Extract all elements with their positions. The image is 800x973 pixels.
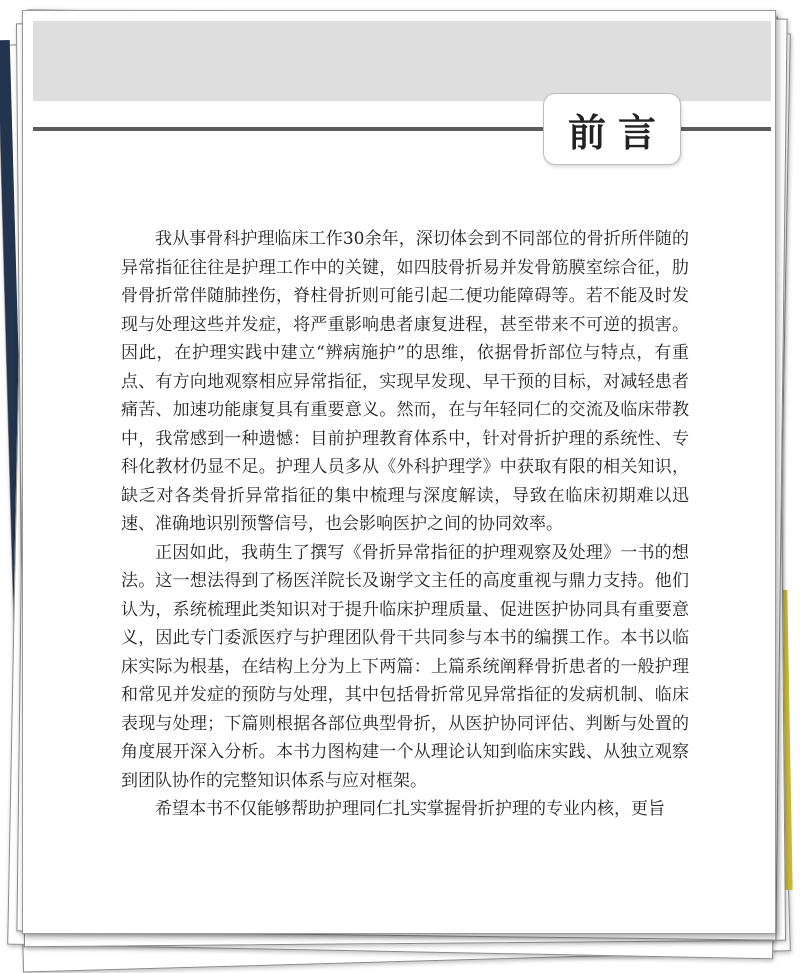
header-band xyxy=(33,21,771,101)
paragraph: 我从事骨科护理临床工作30余年，深切体会到不同部位的骨折所伴随的异常指征往往是护理工作中的关键，如四肢骨折易并发骨筋膜室综合征，肋骨骨折常伴随肺挫伤，脊柱骨折则可能引起二便功能障碍等。若不能及时发现与处理这些并发症，将严重影响患者康复进程，甚至带来不可逆的损害。因此，在护理实践中建立“辨病施护”的思维，依据骨折部位与特点，有重点、有方向地观察相应异常指征，实现早发现、早干预的目标，对减轻患者痛苦、加速功能康复具有重要意义。然而，在与年轻同仁的交流及临床带教中，我常感到一种遗憾：目前护理教育体系中，针对骨折护理的系统性、专科化教材仍显不足。护理人员多从《外科护理学》中获取有限的相关知识，缺乏对各类骨折异常指征的集中梳理与深度解读，导致在临床初期难以迅速、准确地识别预警信号，也会影响医护之间的协同效率。 xyxy=(121,229,689,534)
page-title: 前言 xyxy=(567,110,668,155)
title-tab xyxy=(543,93,681,165)
body-text xyxy=(121,225,689,824)
paragraph: 希望本书不仅能够帮助护理同仁扎实掌握骨折护理的专业内核，更旨 xyxy=(155,799,665,819)
paragraph: 正因如此，我萌生了撰写《骨折异常指征的护理观察及处理》一书的想法。这一想法得到了杨医洋院长及谢学文主任的高度重视与鼎力支持。他们认为，系统梳理此类知识对于提升临床护理质量、促进医护协同具有重要意义，因此专门委派医疗与护理团队骨干共同参与本书的编撰工作。本书以临床实际为根基，在结构上分为上下两篇：上篇系统阐释骨折患者的一般护理和常见并发症的预防与处理，其中包括骨折常见异常指征的发病机制、临床表现与处理；下篇则根据各部位典型骨折，从医护协同评估、判断与处置的角度展开深入分析。本书力图构建一个从理论认知到临床实践、从独立观察到团队协作的完整知识体系与应对框架。 xyxy=(121,542,689,791)
document-page xyxy=(22,10,776,934)
